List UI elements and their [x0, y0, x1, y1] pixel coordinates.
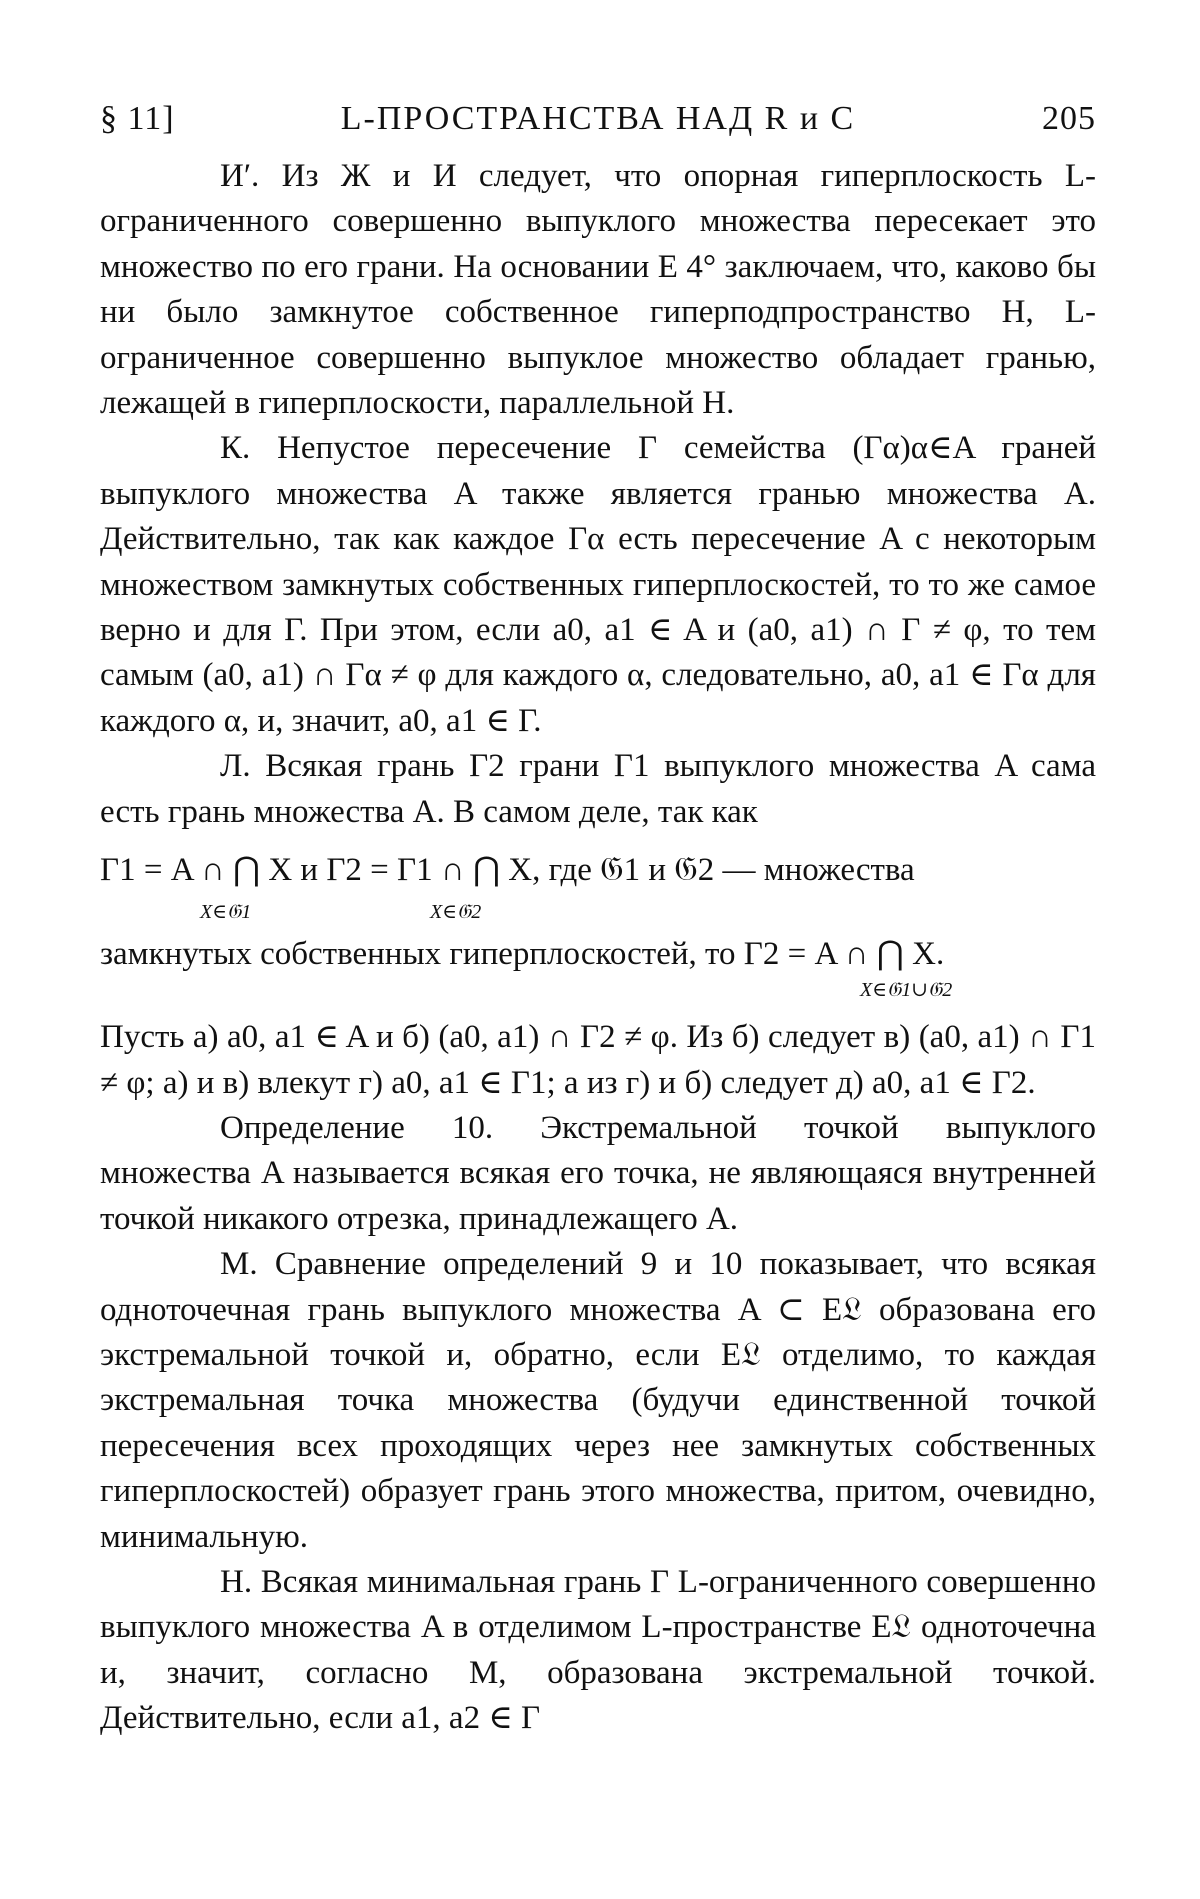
running-title: L-ПРОСТРАНСТВА НАД R и C	[340, 100, 856, 137]
paragraph-proof: Пусть а) a0, a1 ∈ A и б) (a0, a1) ∩ Γ2 ≠ φ. Из б) следует в) (a0, a1) ∩ Γ1 ≠ φ; а) и в) влекут г) a0, a1 ∈ Γ1; а из г) и б) следует д) a0, a1 ∈ Γ2.	[100, 1019, 1096, 1101]
running-header	[100, 84, 1096, 144]
formula-faces	[100, 835, 1096, 927]
formula-intersection	[100, 927, 1096, 1015]
paragraph-l: Л. Всякая грань Γ2 грани Γ1 выпуклого множества A сама есть грань множества A. В самом деле, так как	[100, 748, 1096, 830]
formula-subscript-1: X∈𝔊1	[200, 901, 252, 924]
paragraph-k: К. Непустое пересечение Γ семейства (Γα)α∈A граней выпуклого множества A также является гранью множества A. Действительно, так как каждое Γα есть пересечение A с некоторым множеством замкнутых собственных гиперплоскостей, то то же самое верно и для Γ. При этом, если a0, a1 ∈ A и (a0, a1) ∩ Γ ≠ φ, то тем самым (a0, a1) ∩ Γα ≠ φ для каждого α, следовательно, a0, a1 ∈ Γα для каждого α, и, значит, a0, a1 ∈ Γ.	[100, 430, 1096, 739]
page-number: 205	[1042, 100, 1096, 137]
paragraph-n: Н. Всякая минимальная грань Γ L-ограниченного совершенно выпуклого множества A в отделимом L-пространстве E𝔏 одноточечна и, значит, согласно М, образована экстремальной точкой. Действительно, если a1, a2 ∈ Γ	[100, 1563, 1096, 1737]
formula-line-2: замкнутых собственных гиперплоскостей, то Γ2 = A ∩ ⋂ X.	[100, 936, 945, 973]
paragraph-i-prime: И′. Из Ж и И следует, что опорная гиперплоскость L-ограниченного совершенно выпуклого множества пересекает это множество по его грани. На основании Е 4° заключаем, что, каково бы ни было замкнутое собственное гиперподпространство H, L-ограниченное совершенно выпуклое множество обладает гранью, лежащей в гиперплоскости, параллельной H.	[100, 158, 1096, 422]
formula-subscript-2: X∈𝔊2	[430, 901, 482, 924]
paragraph-m: М. Сравнение определений 9 и 10 показывает, что всякая одноточечная грань выпуклого множества A ⊂ E𝔏 образована его экстремальной точкой и, обратно, если E𝔏 отделимо, то каждая экстремальная точка множества (будучи единственной точкой пересечения всех проходящих через нее замкнутых собственных гиперплоскостей) образует грань этого множества, притом, очевидно, минимальную.	[100, 1246, 1096, 1555]
formula-line: Γ1 = A ∩ ⋂ X и Γ2 = Γ1 ∩ ⋂ X, где 𝔊1 и 𝔊2 — множества	[100, 852, 915, 889]
section-marker: § 11]	[100, 100, 175, 137]
formula-subscript-3: X∈𝔊1∪𝔊2	[860, 979, 953, 1002]
paragraph-definition-10: Определение 10. Экстремальной точкой выпуклого множества A называется всякая его точка, не являющаяся внутренней точкой никакого отрезка, принадлежащего A.	[100, 1109, 1096, 1237]
page	[100, 84, 1096, 1742]
